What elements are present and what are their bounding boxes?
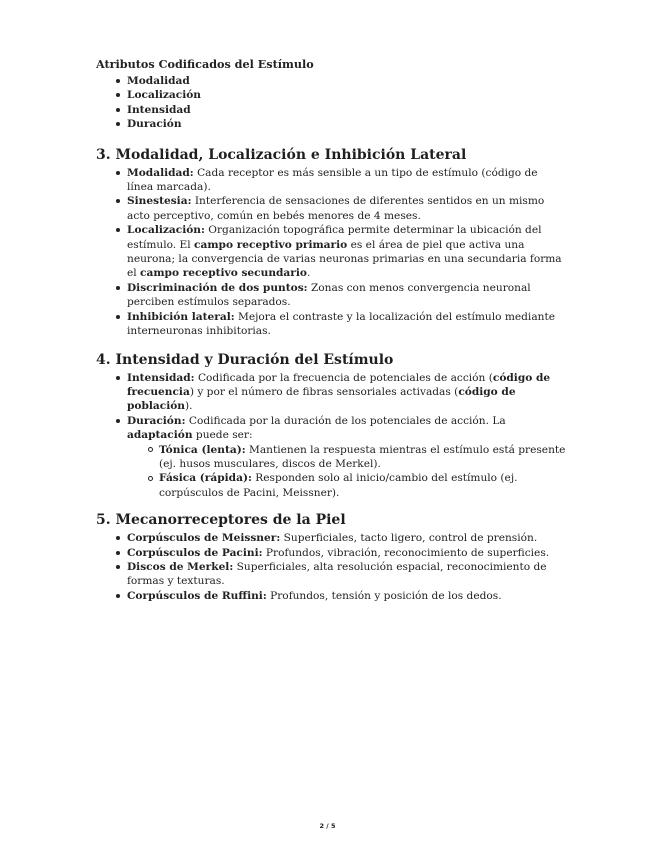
section-4-heading: 4. Intensidad y Duración del Estímulo [96,351,394,368]
page-number: 2 / 5 [319,822,336,830]
item-text: es el área de piel que activa una neurona; la convergencia de varias neuronas primarias en una secundaria forma el [127,238,562,280]
item-term: Corpúsculos de Pacini: [127,546,263,559]
list-item-sinestesia [96,194,566,223]
item-term: Corpúsculos de Ruffini: [127,589,267,602]
item-text: Zonas con menos convergencia neuronal perciben estímulos separados. [127,281,531,309]
list-item-pacini [96,546,566,560]
item-bold-term: código de frecuencia [127,371,551,398]
list-item [96,88,566,102]
item-text: Responden solo al inicio/cambio del estímulo (ej. corpúsculos de Pacini, Meissner). [159,472,518,499]
list-item-modalidad [96,166,566,195]
item-term: Localización [127,89,202,102]
item-term: Tónica (lenta): [159,443,246,456]
list-item-merkel [96,560,566,589]
item-text: Codificada por la frecuencia de potenciales de acción ( [194,371,493,384]
section-5-heading: 5. Mecanorreceptores de la Piel [96,512,346,529]
page-content [96,57,566,603]
adaptation-sublist [127,443,566,501]
item-term: Sinestesia: [127,195,192,208]
item-text: Superficiales, tacto ligero, control de prensión. [280,532,538,545]
item-text: Mejora el contraste y la localización del estímulo mediante interneuronas inhibitorias. [127,310,555,338]
item-term: Modalidad [127,75,190,87]
item-term: Duración: [127,414,186,427]
item-text: ) y por el número de fibras sensoriales activadas ( [189,385,459,398]
item-text: Interferencia de sensaciones de diferentes sentidos en un mismo acto perceptivo, común en bebés menores de 4 meses. [127,195,545,222]
list-item-discriminacion [96,281,566,310]
item-bold-term: campo receptivo primario [194,238,348,251]
item-term: Corpúsculos de Meissner: [127,532,281,545]
list-item-ruffini [96,589,566,603]
item-text: puede ser: [192,429,253,442]
item-term: Discriminación de dos puntos: [127,281,308,294]
sublist-item-fasica [127,471,566,500]
intro-title: Atributos Codificados del Estímulo [96,57,314,71]
item-term: Discos de Merkel: [127,560,234,573]
item-text: . [306,267,311,280]
item-text: Profundos, vibración, reconocimiento de superficies. [262,546,550,559]
item-term: Modalidad: [127,166,194,179]
item-bold-term: adaptación [127,429,193,442]
item-bold-term: campo receptivo secundario [140,267,307,280]
item-term: Intensidad [127,103,191,116]
section-3-list [96,166,566,339]
item-text: ). [185,400,193,413]
item-term: Fásica (rápida): [159,472,252,485]
sublist-item-tonica [127,443,566,472]
list-item-intensidad [96,371,566,414]
item-term: Inhibición lateral: [127,310,235,323]
list-item-inhibicion [96,310,566,339]
list-item [96,103,566,117]
item-text: Superficiales, alta resolución espacial, reconocimiento de formas y texturas. [127,560,547,588]
list-item [96,74,566,88]
item-term: Intensidad: [127,371,195,384]
item-text: Organización topográfica permite determinar la ubicación del estímulo. El [127,224,542,251]
list-item-meissner [96,531,566,545]
item-text: Profundos, tensión y posición de los dedos. [266,589,502,602]
item-text: Cada receptor es más sensible a un tipo de estímulo (código de línea marcada). [127,166,538,194]
list-item [96,117,566,131]
section-5-list [96,531,566,603]
item-text: Mantienen la respuesta mientras el estímulo está presente (ej. husos musculares, discos de Merkel). [159,443,566,470]
item-term: Localización: [127,224,205,237]
section-4-list [96,371,566,501]
item-bold-term: código de población [127,385,516,413]
list-item-localizacion [96,223,566,281]
item-term: Duración [127,118,182,131]
item-text: Codificada por la duración de los potenciales de acción. La [185,414,506,427]
list-item-duracion [96,414,566,500]
section-3-heading: 3. Modalidad, Localización e Inhibición Lateral [96,146,467,163]
intro-list [96,74,566,132]
